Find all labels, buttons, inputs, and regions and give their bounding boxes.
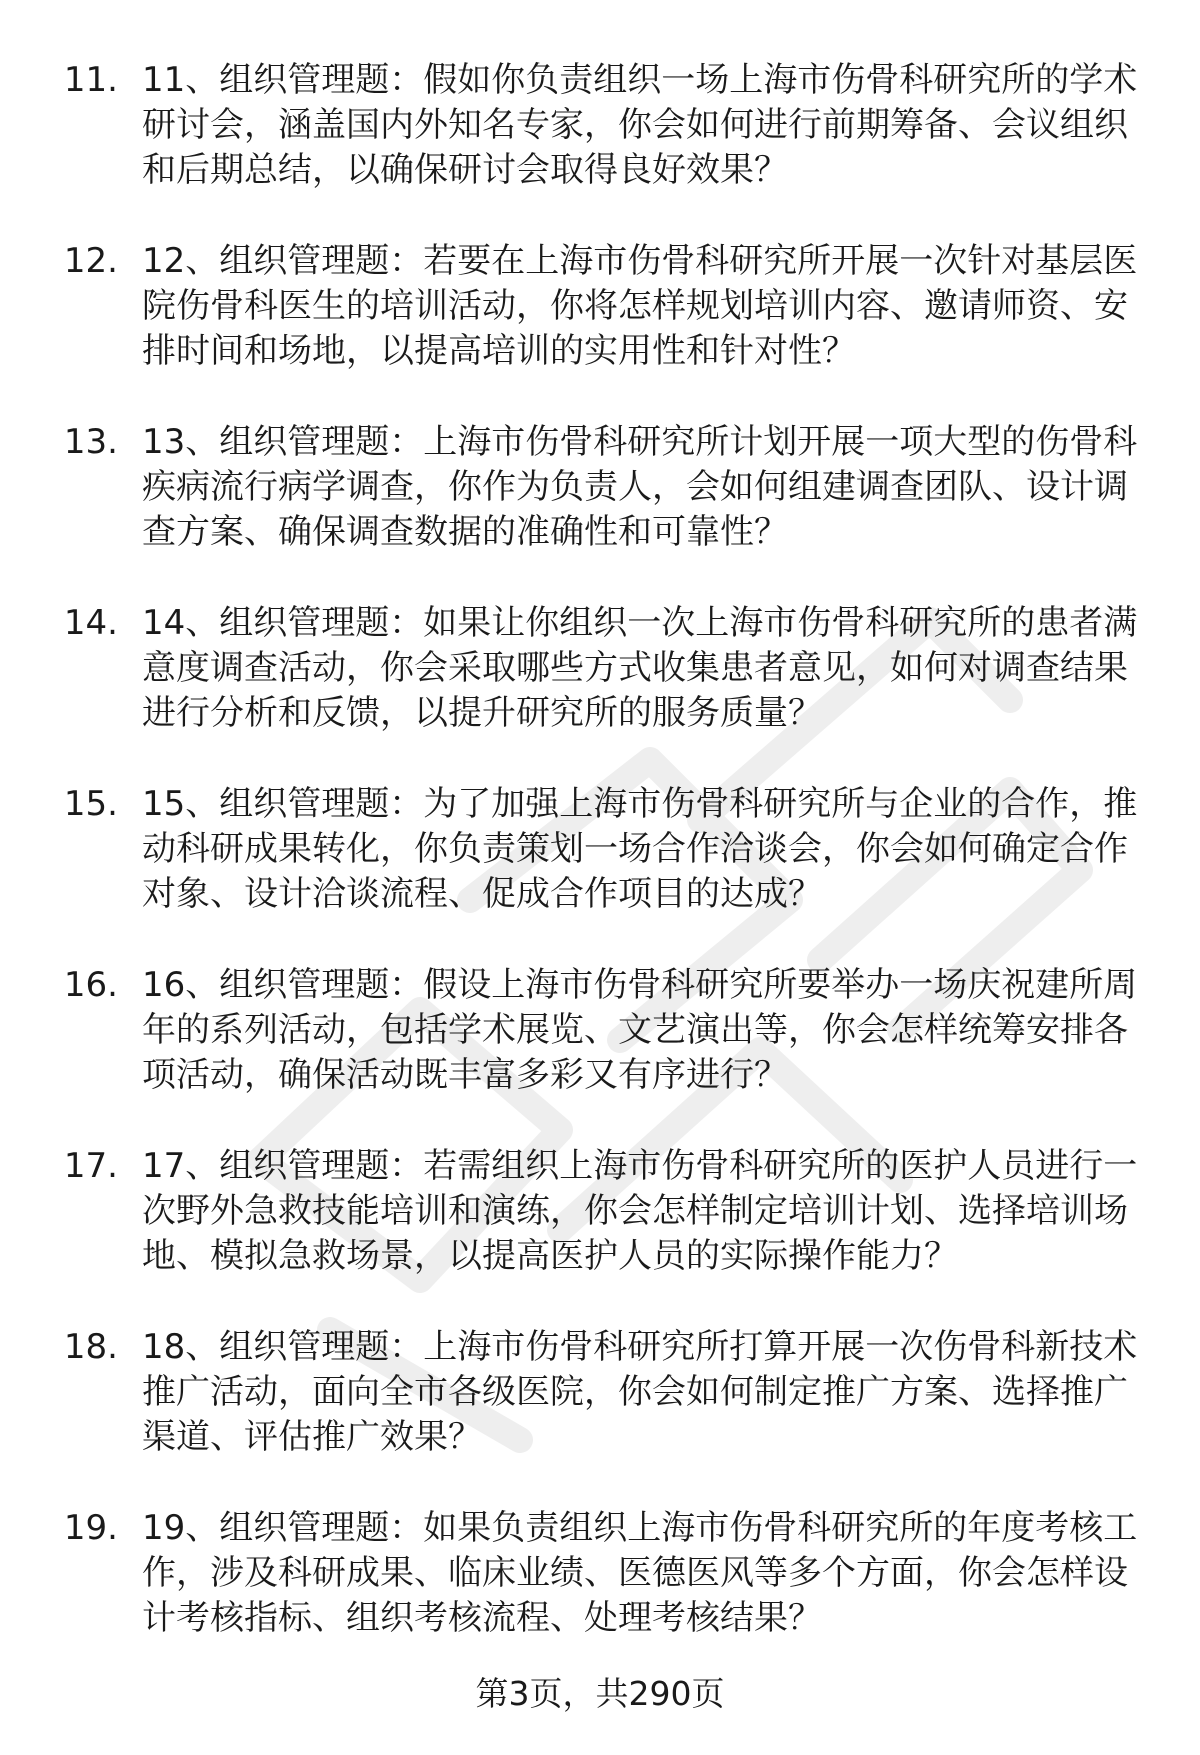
page-number-footer: 第3页，共290页 xyxy=(475,1674,725,1713)
question-item xyxy=(56,420,1146,555)
question-number: 17. xyxy=(63,1146,118,1186)
question-number: 19. xyxy=(63,1508,118,1548)
question-item xyxy=(56,601,1146,736)
question-text: 13、组织管理题：上海市伤骨科研究所计划开展一项大型的伤骨科疾病流行病学调查，你作为负责人，会如何组建调查团队、设计调查方案、确保调查数据的准确性和可靠性？ xyxy=(142,422,1138,552)
question-number: 15. xyxy=(63,784,118,824)
question-item xyxy=(56,1144,1146,1279)
question-text: 17、组织管理题：若需组织上海市伤骨科研究所的医护人员进行一次野外急救技能培训和演练，你会怎样制定培训计划、选择培训场地、模拟急救场景，以提高医护人员的实际操作能力？ xyxy=(142,1146,1138,1276)
question-text: 14、组织管理题：如果让你组织一次上海市伤骨科研究所的患者满意度调查活动，你会采取哪些方式收集患者意见，如何对调查结果进行分析和反馈，以提升研究所的服务质量？ xyxy=(142,603,1138,733)
question-number: 18. xyxy=(63,1327,118,1367)
question-text: 15、组织管理题：为了加强上海市伤骨科研究所与企业的合作，推动科研成果转化，你负责策划一场合作洽谈会，你会如何确定合作对象、设计洽谈流程、促成合作项目的达成？ xyxy=(142,784,1138,914)
question-number: 11. xyxy=(63,60,118,100)
question-text: 18、组织管理题：上海市伤骨科研究所打算开展一次伤骨科新技术推广活动，面向全市各级医院，你会如何制定推广方案、选择推广渠道、评估推广效果？ xyxy=(142,1327,1138,1457)
question-number: 13. xyxy=(63,422,118,462)
question-item xyxy=(56,782,1146,917)
question-item xyxy=(56,58,1146,193)
question-text: 16、组织管理题：假设上海市伤骨科研究所要举办一场庆祝建所周年的系列活动，包括学术展览、文艺演出等，你会怎样统筹安排各项活动，确保活动既丰富多彩又有序进行？ xyxy=(142,965,1138,1095)
question-text: 11、组织管理题：假如你负责组织一场上海市伤骨科研究所的学术研讨会，涵盖国内外知名专家，你会如何进行前期筹备、会议组织和后期总结，以确保研讨会取得良好效果？ xyxy=(142,60,1138,190)
question-item xyxy=(56,239,1146,374)
question-text: 12、组织管理题：若要在上海市伤骨科研究所开展一次针对基层医院伤骨科医生的培训活动，你将怎样规划培训内容、邀请师资、安排时间和场地，以提高培训的实用性和针对性？ xyxy=(142,241,1138,371)
question-item xyxy=(56,1325,1146,1460)
question-list xyxy=(56,58,1146,1687)
question-item xyxy=(56,1506,1146,1641)
question-item xyxy=(56,963,1146,1098)
question-number: 12. xyxy=(63,241,118,281)
question-number: 16. xyxy=(63,965,118,1005)
question-number: 14. xyxy=(63,603,118,643)
question-text: 19、组织管理题：如果负责组织上海市伤骨科研究所的年度考核工作，涉及科研成果、临床业绩、医德医风等多个方面，你会怎样设计考核指标、组织考核流程、处理考核结果？ xyxy=(142,1508,1138,1638)
